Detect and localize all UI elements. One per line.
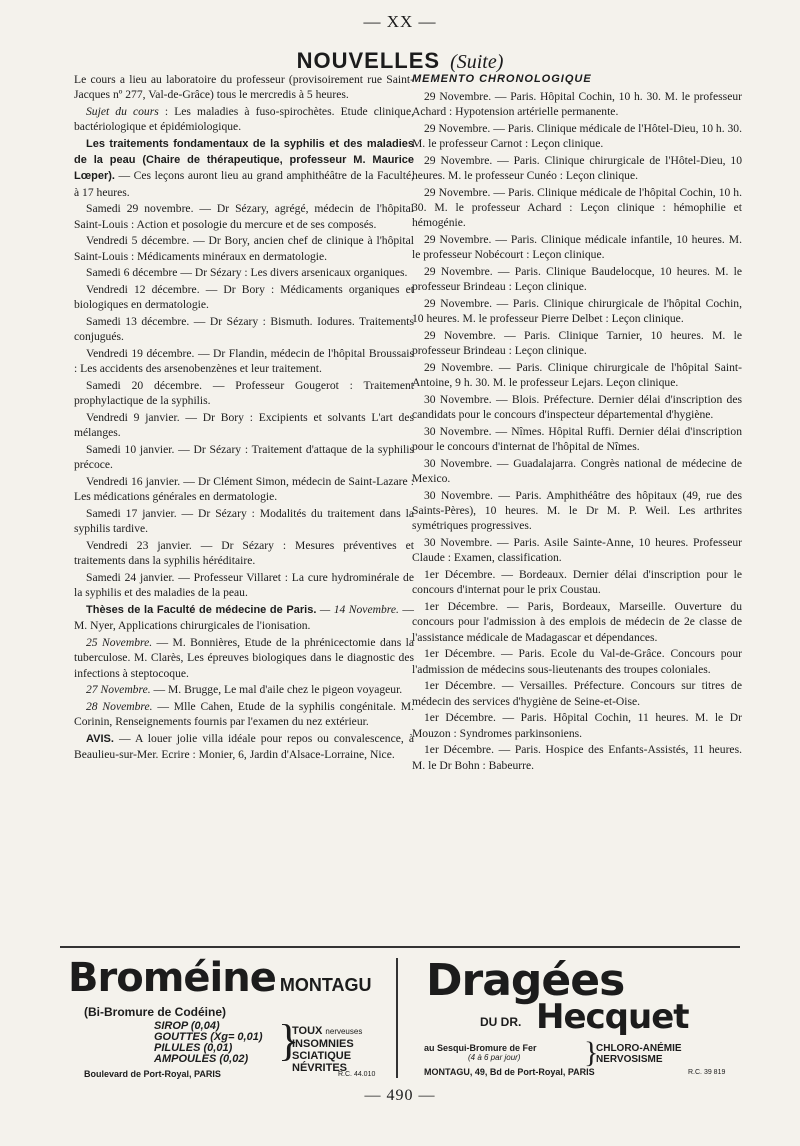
paragraph	[74, 699, 414, 729]
paragraph-date: 27 Novembre.	[86, 683, 151, 697]
memento-item: 30 Novembre. — Nîmes. Hôpital Ruffi. Dernier délai d'inscription pour le concours d'internat de l'hôpital de Nîmes.	[412, 425, 742, 454]
page-header-roman: — XX —	[363, 12, 437, 31]
memento-item: 30 Novembre. — Blois. Préfecture. Dernier délai d'inscription des candidats pour le concours d'inspecteur départemental d'hygiène.	[412, 393, 742, 422]
paragraph-text: — Mlle Cahen, Etude de la syphilis congénitale. M. Corinin, Renseignements fournis par l'examen du nez extérieur.	[74, 700, 414, 729]
memento-item: 30 Novembre. — Paris. Amphithéâtre des hôpitaux (49, rue des Saints-Pères), 10 heures. M. le Dr M. P. Weil. Les arthrites symétriques progressives.	[412, 489, 742, 533]
left-column	[74, 72, 414, 764]
advertisement-divider	[396, 958, 398, 1078]
dragees-composition	[424, 1043, 537, 1063]
paragraph: Samedi 10 janvier. — Dr Sézary : Traitement d'attaque de la syphilis précoce.	[74, 443, 414, 472]
bromeine-address: Boulevard de Port-Royal, PARIS	[84, 1069, 221, 1079]
paragraph: Samedi 20 décembre. — Professeur Gougerot : Traitement prophylactique de la syphilis.	[74, 379, 414, 408]
memento-item: 29 Novembre. — Paris. Clinique chirurgicale de l'Hôtel-Dieu, 10 heures. M. le professeur Cunéo : Leçon clinique.	[412, 153, 742, 182]
paragraph: Vendredi 9 janvier. — Dr Bory : Excipients et solvants L'art des mélanges.	[74, 411, 414, 440]
dragees-code: R.C. 39 819	[688, 1069, 726, 1076]
paragraph-date: — 14 Novembre.	[316, 603, 399, 617]
bromeine-indication: SCIATIQUE	[292, 1050, 352, 1062]
title-suite: (Suite)	[450, 51, 504, 73]
memento-item: 30 Novembre. — Paris. Asile Sainte-Anne, 10 heures. Professeur Claude : Examen, classification.	[412, 536, 742, 565]
memento-item: 1er Décembre. — Bordeaux. Dernier délai d'inscription pour le concours d'internat pour le prix Coustau.	[412, 568, 742, 597]
bromeine-indication: NÉVRITES	[292, 1062, 348, 1074]
dragees-indication: CHLORO-ANÉMIE	[596, 1043, 682, 1054]
dragees-brand: Dragées	[426, 955, 625, 1006]
paragraph: Samedi 6 décembre — Dr Sézary : Les divers arsenicaux organiques.	[86, 266, 408, 280]
memento-item: 1er Décembre. — Paris. Ecole du Val-de-Grâce. Concours pour l'admission de médecins sous-lieutenants des troupes coloniales.	[412, 647, 742, 676]
bromeine-advertisement	[68, 955, 388, 1079]
bromeine-code: R.C. 44.010	[338, 1071, 376, 1078]
indication-text: TOUX	[292, 1025, 323, 1037]
dragees-address: MONTAGU, 49, Bd de Port-Royal, PARIS	[424, 1067, 595, 1077]
brace-icon: }	[584, 1036, 599, 1069]
paragraph	[74, 602, 414, 633]
paragraph: Vendredi 23 janvier. — Dr Sézary : Mesures préventives et traitements dans la syphilis héréditaire.	[74, 539, 414, 568]
memento-item: 29 Novembre. — Paris. Hôpital Cochin, 10 h. 30. M. le professeur Achard : Hypotension artérielle permanente.	[412, 89, 742, 118]
bromeine-indication	[292, 1025, 362, 1038]
memento-item: 1er Décembre. — Paris, Bordeaux, Marseille. Ouverture du concours pour l'admission à des emplois de médecin de 2e classe de l'assistance médicale de Madagascar et dépendances.	[412, 600, 742, 644]
brace-icon: }	[278, 1016, 300, 1065]
memento-heading: MEMENTO CHRONOLOGIQUE	[412, 73, 592, 85]
memento-item: 29 Novembre. — Paris. Clinique Baudelocque, 10 heures. M. le professeur Brindeau : Leçon clinique.	[412, 265, 742, 294]
right-column	[412, 72, 742, 774]
memento-item: 30 Novembre. — Guadalajarra. Congrès national de médecine de Mexico.	[412, 457, 742, 486]
paragraph	[74, 136, 414, 200]
paragraph-text: : Les maladies à fuso-spirochètes. Etude clinique, bactériologique et épidémiologique.	[74, 105, 414, 134]
section-title	[0, 48, 800, 74]
paragraph	[74, 635, 414, 681]
paragraph: Vendredi 5 décembre. — Dr Bory, ancien chef de clinique à l'hôpital Saint-Louis : Médicaments minéraux en dermatologie.	[74, 234, 414, 263]
bromeine-form: SIROP (0,04)	[154, 1020, 220, 1032]
indication-note: nerveuses	[325, 1027, 363, 1036]
memento-item: 29 Novembre. — Paris. Clinique médicale de l'hôpital Cochin, 10 h. 30. M. le professeur Achard : Leçon clinique : hémophilie et hémogénie.	[412, 185, 742, 230]
memento-item: 29 Novembre. — Paris. Clinique Tarnier, 10 heures. M. le professeur Brindeau : Leçon clinique.	[412, 329, 742, 358]
memento-item: 29 Novembre. — Paris. Clinique chirurgicale de l'hôpital Cochin, 10 heures. M. le professeur Pierre Delbet : Leçon clinique.	[412, 297, 742, 326]
page-number: — 490 —	[364, 1087, 436, 1104]
bromeine-indication: INSOMNIES	[292, 1038, 354, 1050]
paragraph-text: — Ces leçons auront lieu au grand amphithéâtre de la Faculté, à 17 heures.	[74, 169, 414, 199]
dragees-indication: NERVOSISME	[596, 1054, 663, 1065]
paragraph-date: 28 Novembre.	[86, 700, 153, 714]
dragees-name: Hecquet	[536, 997, 689, 1037]
bromeine-form: AMPOULES (0,02)	[154, 1053, 249, 1065]
bromeine-forms	[154, 1021, 263, 1065]
paragraph: Vendredi 19 décembre. — Dr Flandin, médecin de l'hôpital Broussais : Les accidents des arsenobenzènes et leur traitement.	[74, 347, 414, 376]
paragraph	[74, 682, 414, 697]
memento-item: 1er Décembre. — Paris. Hôpital Cochin, 11 heures. M. le Dr Mouzon : Syndromes parkinsoniens.	[412, 711, 742, 740]
paragraph	[74, 731, 414, 762]
paragraph-text: — A louer jolie villa idéale pour repos ou convalescence, à Beaulieu-sur-Mer. Ecrire : Monier, 6, Jardin d'Alsace-Lorraine, Nice.	[74, 732, 414, 762]
paragraph	[74, 104, 414, 134]
bromeine-indications	[292, 1025, 362, 1074]
paragraph: Le cours a lieu au laboratoire du professeur (provisoirement rue Saint-Jacques nº 277, Val-de-Grâce) tous le mercredis à 5 heures.	[74, 73, 414, 102]
paragraph-text: — M. Bonnières, Etude de la phrénicectomie dans la tuberculose. M. Clarès, Les épreuves biologiques dans le diagnostic des infections à steptocoque.	[74, 636, 414, 680]
memento-item: 29 Novembre. — Paris. Clinique médicale infantile, 10 heures. M. le professeur Nobécourt : Leçon clinique.	[412, 233, 742, 262]
bromeine-subtitle: (Bi-Bromure de Codéine)	[84, 1005, 227, 1019]
bromeine-brand: Broméine	[68, 955, 276, 1001]
memento-item: 29 Novembre. — Paris. Clinique médicale de l'Hôtel-Dieu, 10 h. 30. M. le professeur Carnot : Leçon clinique.	[412, 121, 742, 150]
paragraph-heading: Les traitements fondamentaux de la syphilis et des maladies de la peau (Chaire de thérapeutique, professeur M. Maurice Lœper).	[74, 138, 414, 183]
paragraph-text: — M. Brugge, Le mal d'aile chez le pigeon voyageur.	[150, 683, 403, 697]
paragraph: Samedi 13 décembre. — Dr Sézary : Bismuth. Iodures. Traitements conjugués.	[74, 315, 414, 344]
paragraph-heading: Thèses de la Faculté de médecine de Paris.	[86, 604, 317, 617]
composition-text: au Sesqui-Bromure de Fer	[424, 1043, 537, 1053]
bromeine-form: GOUTTES (Xg= 0,01)	[154, 1031, 263, 1043]
title-text: NOUVELLES	[296, 48, 441, 73]
dose-text: (4 à 6 par jour)	[468, 1053, 521, 1062]
paragraph-date: 25 Novembre.	[86, 636, 153, 650]
bromeine-maker: MONTAGU	[279, 975, 372, 995]
memento-item: 29 Novembre. — Paris. Clinique chirurgicale de l'hôpital Saint-Antoine, 9 h. 30. M. le professeur Lejars. Leçon clinique.	[412, 361, 742, 390]
paragraph-label: Sujet du cours	[86, 105, 159, 118]
dragees-indications	[596, 1043, 682, 1065]
paragraph: Samedi 29 novembre. — Dr Sézary, agrégé, médecin de l'hôpital Saint-Louis : Action et posologie du mercure et de ses composés.	[74, 202, 414, 231]
paragraph: Samedi 17 janvier. — Dr Sézary : Modalités du traitement dans la syphilis tardive.	[74, 507, 414, 536]
dragees-du: DU DR.	[480, 1015, 522, 1029]
bromeine-form: PILULES (0,01)	[154, 1042, 233, 1054]
paragraph: Samedi 24 janvier. — Professeur Villaret : La cure hydrominérale de la syphilis et des maladies de la peau.	[74, 571, 414, 600]
paragraph-heading: AVIS.	[86, 733, 114, 746]
memento-item: 1er Décembre. — Paris. Hospice des Enfants-Assistés, 11 heures. M. le Dr Bohn : Babeurre.	[412, 743, 742, 772]
memento-item: 1er Décembre. — Versailles. Préfecture. Concours sur titres de médecin des services d'hygiène de Seine-et-Oise.	[412, 679, 742, 708]
paragraph: Vendredi 16 janvier. — Dr Clément Simon, médecin de Saint-Lazare : Les médications générales en dermatologie.	[74, 475, 414, 504]
paragraph: Vendredi 12 décembre. — Dr Bory : Médicaments organiques et biologiques en dermatologie.	[74, 283, 414, 312]
paragraph-text: — M. Nyer, Applications chirurgicales de l'ionisation.	[74, 603, 414, 633]
advertisement-rule	[60, 946, 740, 948]
